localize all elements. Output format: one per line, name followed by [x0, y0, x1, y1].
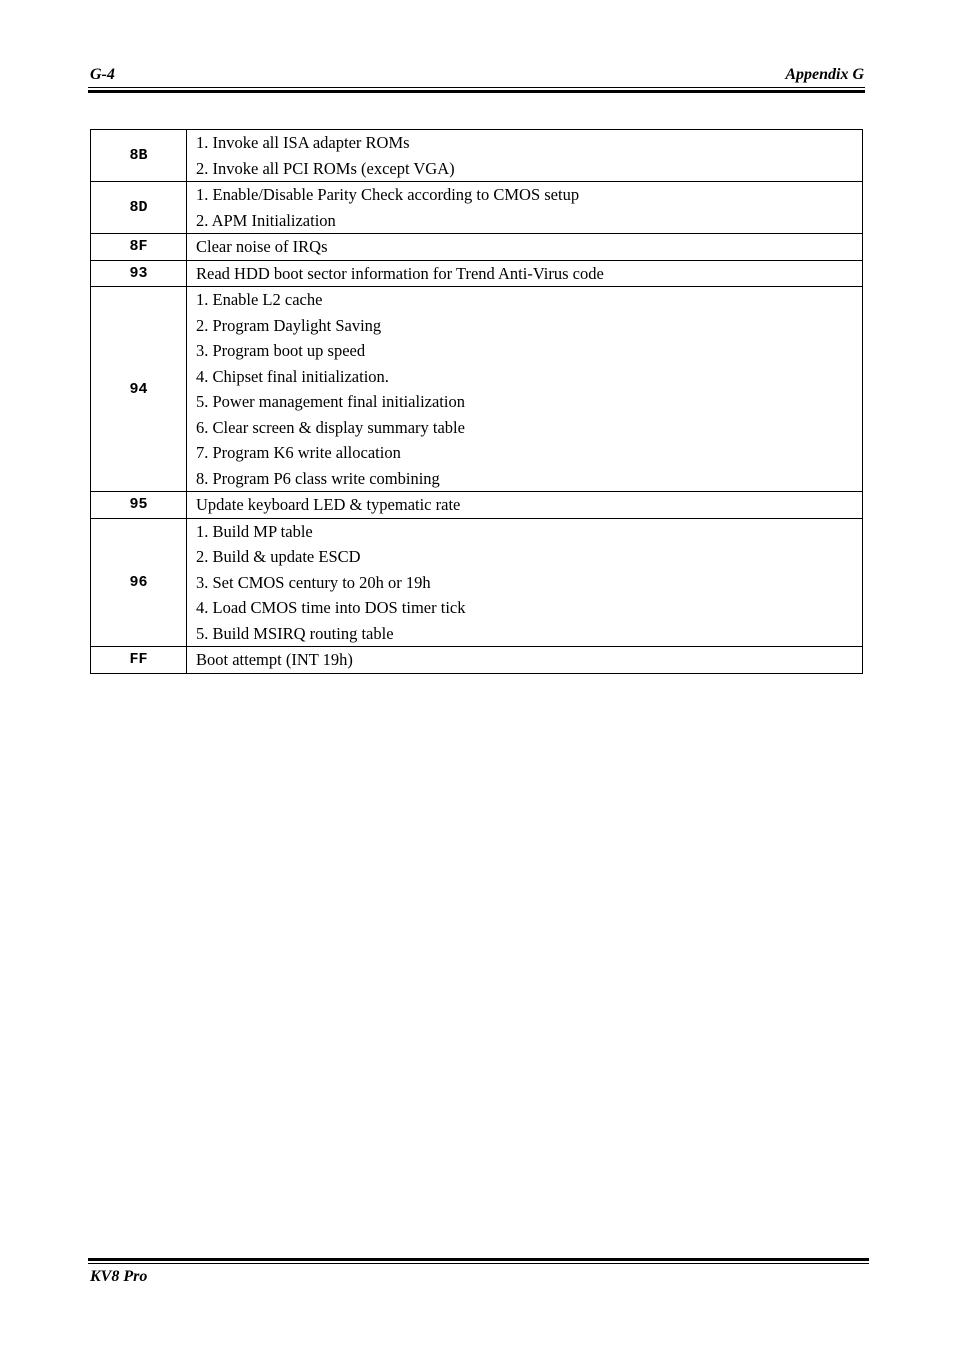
- post-description: [187, 492, 863, 519]
- post-description: [187, 234, 863, 261]
- table-row: [91, 234, 863, 261]
- post-code-table-body: [91, 130, 863, 674]
- table-row: [91, 287, 863, 492]
- post-description: [187, 260, 863, 287]
- post-description: [187, 647, 863, 674]
- description-line: 1. Enable/Disable Parity Check according to CMOS setup: [196, 185, 580, 204]
- table-row: [91, 518, 863, 647]
- description-line: Clear noise of IRQs: [196, 237, 328, 256]
- table-row: [91, 260, 863, 287]
- table-row: [91, 647, 863, 674]
- description-line: 2. APM Initialization: [196, 210, 336, 230]
- post-code: FF: [91, 647, 187, 674]
- description-line: 1. Enable L2 cache: [196, 290, 323, 309]
- description-line: Boot attempt (INT 19h): [196, 650, 353, 669]
- description-line: 7. Program K6 write allocation: [196, 443, 401, 462]
- description-line: 1. Invoke all ISA adapter ROMs: [196, 133, 410, 152]
- post-code: 95: [91, 492, 187, 519]
- product-name: KV8 Pro: [90, 1268, 148, 1285]
- table-row: [91, 130, 863, 182]
- page-header: [88, 64, 865, 86]
- post-code: 93: [91, 260, 187, 287]
- table-row: [91, 492, 863, 519]
- section-title: Appendix G: [785, 66, 864, 83]
- description-line: 2. Program Daylight Saving: [196, 315, 382, 335]
- post-code: 8F: [91, 234, 187, 261]
- description-line: 8. Program P6 class write combining: [196, 468, 440, 488]
- description-line: Read HDD boot sector information for Trend Anti-Virus code: [196, 263, 604, 283]
- post-code-table: [90, 129, 863, 674]
- description-line: 2. Build & update ESCD: [196, 547, 361, 566]
- table-row: [91, 182, 863, 234]
- description-line: Update keyboard LED & typematic rate: [196, 495, 461, 514]
- post-description: [187, 130, 863, 182]
- post-code: 8D: [91, 182, 187, 234]
- description-line: 6. Clear screen & display summary table: [196, 417, 465, 437]
- description-line: 4. Load CMOS time into DOS timer tick: [196, 598, 466, 617]
- description-line: 2. Invoke all PCI ROMs (except VGA): [196, 158, 455, 178]
- post-code: 96: [91, 518, 187, 647]
- description-line: 5. Build MSIRQ routing table: [196, 623, 394, 643]
- description-line: 3. Program boot up speed: [196, 341, 366, 360]
- description-line: 5. Power management final initialization: [196, 392, 465, 411]
- description-line: 1. Build MP table: [196, 521, 313, 541]
- post-description: [187, 182, 863, 234]
- post-description: [187, 287, 863, 492]
- post-code: 8B: [91, 130, 187, 182]
- header-rule: [88, 87, 865, 93]
- post-code: 94: [91, 287, 187, 492]
- post-description: [187, 518, 863, 647]
- description-line: 4. Chipset final initialization.: [196, 366, 389, 386]
- footer-rule: [88, 1258, 869, 1264]
- page-number: G-4: [90, 66, 115, 83]
- description-line: 3. Set CMOS century to 20h or 19h: [196, 572, 431, 592]
